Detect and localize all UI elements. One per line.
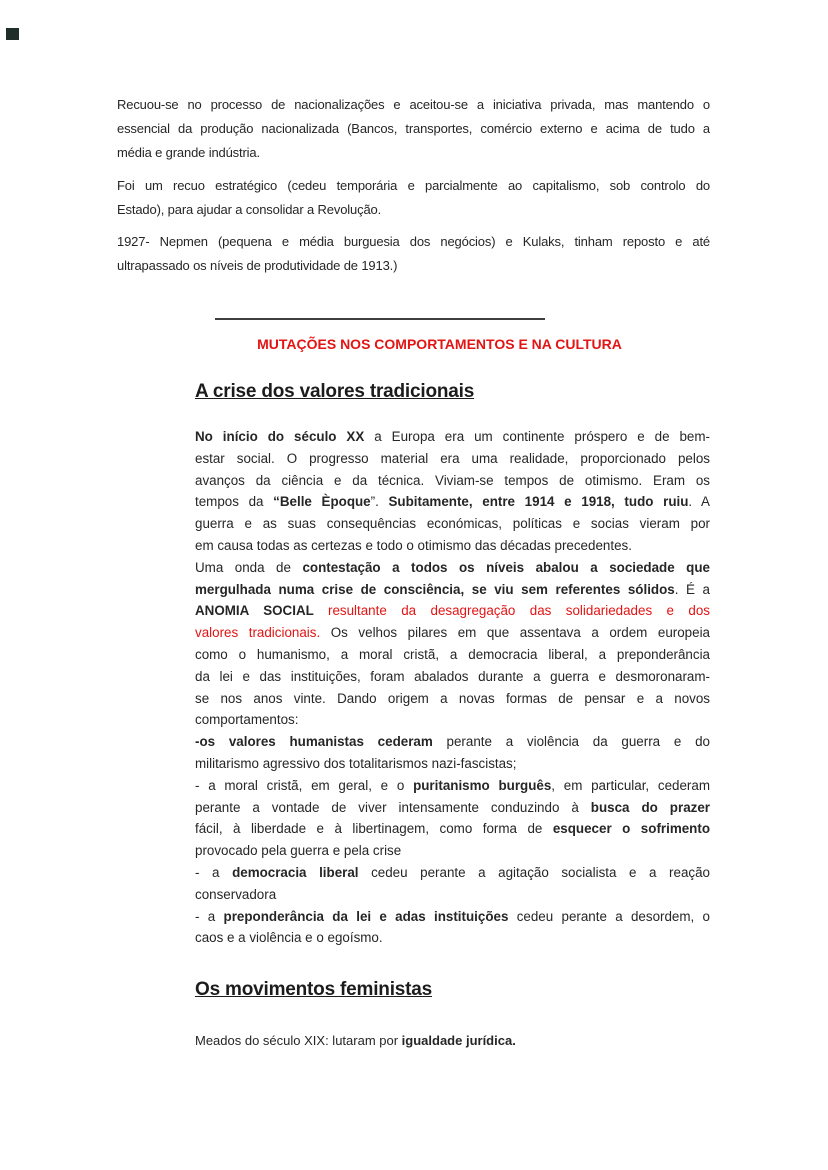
text-line [195, 688, 710, 710]
text-run: perante a violência da guerra e do [432, 734, 710, 750]
text-line [117, 254, 710, 278]
text-run: se nos anos vinte. Dando origem a novas formas de pensar e a novos [195, 690, 710, 706]
section-heading-movimentos-feministas: Os movimentos feministas [195, 979, 432, 1000]
text-run: comportamentos: [195, 712, 299, 728]
text-run: fácil, à liberdade e à libertinagem, como forma de [195, 821, 553, 837]
text-line [195, 579, 710, 601]
paragraph-nacionalizacoes [117, 93, 710, 166]
text-run: , em particular, cederam [551, 777, 710, 793]
text-line [117, 174, 710, 198]
text-line [195, 622, 710, 644]
text-run: caos e a violência e o egoísmo. [195, 930, 383, 946]
text-line [195, 470, 710, 492]
text-line [195, 797, 710, 819]
text-run: - a moral cristã, em geral, e o [195, 777, 414, 793]
text-run: . É a [674, 581, 710, 597]
text-run: da lei e das instituições, foram abalados durante a guerra e desmoronaram- [195, 668, 710, 684]
text-run: provocado pela guerra e pela crise [195, 843, 402, 859]
text-line [195, 600, 710, 622]
section-heading-crise-valores: A crise dos valores tradicionais [195, 381, 475, 402]
red-text-run: valores tradicionais. [195, 625, 331, 641]
text-run: perante a vontade de viver intensamente conduzindo à [195, 799, 591, 815]
text-line [195, 644, 710, 666]
text-run: - a [195, 908, 224, 924]
text-run: - a [195, 864, 233, 880]
intro-section [117, 93, 710, 278]
closing-line-feministas [195, 1031, 710, 1051]
bold-text-run: esquecer o sofrimento [552, 821, 710, 837]
bold-text-run: igualdade jurídica. [401, 1033, 516, 1048]
text-line [195, 491, 710, 513]
text-line [117, 117, 710, 141]
text-line [195, 862, 710, 884]
text-run: . A [688, 494, 710, 510]
text-line [195, 1031, 710, 1051]
paragraph-1927-nepmen [117, 230, 710, 278]
text-line [195, 557, 710, 579]
text-run: avanços da ciência e da técnica. Viviam-se tempos de otimismo. Eram os [195, 472, 710, 488]
bold-text-run: busca do prazer [590, 799, 710, 815]
text-line [195, 906, 710, 928]
text-line [195, 840, 710, 862]
text-run: como o humanismo, a moral cristã, a democracia liberal, a preponderância [195, 646, 710, 662]
bold-text-run: contestação a todos os níveis abalou a sociedade que [302, 559, 710, 575]
bold-text-run: mergulhada numa crise de consciência, se viu sem referentes sólidos [195, 581, 675, 597]
bold-text-run: puritanismo burguês [413, 777, 552, 793]
text-run: a Europa era um continente próspero e de bem- [364, 429, 710, 444]
text-run: estar social. O progresso material era uma realidade, proporcionado pelos [195, 450, 710, 466]
text-line [195, 448, 710, 470]
text-run: cedeu perante a desordem, o [508, 908, 710, 924]
red-text-run: resultante da desagregação das solidariedades e dos [327, 603, 710, 619]
divider-line [215, 318, 545, 320]
text-line [195, 927, 710, 949]
text-line [195, 426, 710, 448]
text-run: tempos da [195, 494, 274, 510]
text-run: Foi um recuo estratégico (cedeu temporária e parcialmente ao capitalismo, sob controlo do [117, 177, 710, 193]
text-line [195, 775, 710, 797]
text-run: Os velhos pilares em que assentava a ordem europeia [330, 625, 710, 641]
text-line [117, 198, 710, 222]
text-line [117, 93, 710, 117]
text-run: ”. [370, 494, 389, 510]
text-run: essencial da produção nacionalizada (Bancos, transportes, comércio externo e acima de tudo a [117, 121, 710, 137]
text-run: 1927- Nepmen (pequena e média burguesia dos negócios) e Kulaks, tinham reposto e até [117, 233, 710, 249]
text-run: militarismo agressivo dos totalitarismos nazi-fascistas; [195, 755, 517, 771]
text-run: conservadora [195, 886, 277, 902]
text-run: Uma onda de [195, 559, 303, 575]
bold-text-run: Subitamente, entre 1914 e 1918, tudo ruiu [388, 494, 689, 510]
text-run: Meados do século XIX: lutaram por [195, 1033, 402, 1048]
text-line [195, 535, 710, 557]
text-line [195, 709, 710, 731]
paragraph-recuo-estrategico [117, 174, 710, 222]
text-line [195, 731, 710, 753]
corner-artifact [6, 28, 19, 40]
text-line [195, 753, 710, 775]
text-run: média e grande indústria. [117, 145, 260, 161]
bold-text-run: preponderância da lei e adas instituições [223, 908, 509, 924]
text-run: ultrapassado os níveis de produtividade de 1913.) [117, 258, 398, 274]
text-line [195, 818, 710, 840]
text-run: Recuou-se no processo de nacionalizações e aceitou-se a iniciativa privada, mas mantendo o [117, 97, 710, 112]
bold-text-run: “Belle Èpoque [273, 494, 371, 510]
section-body-crise-valores [195, 426, 710, 949]
chapter-title: MUTAÇÕES NOS COMPORTAMENTOS E NA CULTURA [257, 336, 622, 352]
text-run: em causa todas as certezas e todo o otimismo das décadas precedentes. [195, 537, 632, 553]
bold-text-run: -os valores humanistas cederam [195, 734, 433, 750]
text-line [195, 513, 710, 535]
bold-text-run: No início do século XX [195, 429, 365, 444]
text-run: cedeu perante a agitação socialista e a reação [358, 864, 710, 880]
text-line [195, 884, 710, 906]
text-line [117, 230, 710, 254]
bold-text-run: ANOMIA SOCIAL [195, 603, 328, 619]
text-line [195, 666, 710, 688]
text-line [117, 141, 710, 165]
bold-text-run: democracia liberal [232, 864, 359, 880]
text-run: guerra e as suas consequências económicas, políticas e socias vieram por [195, 516, 710, 532]
text-run: Estado), para ajudar a consolidar a Revolução. [117, 201, 382, 217]
